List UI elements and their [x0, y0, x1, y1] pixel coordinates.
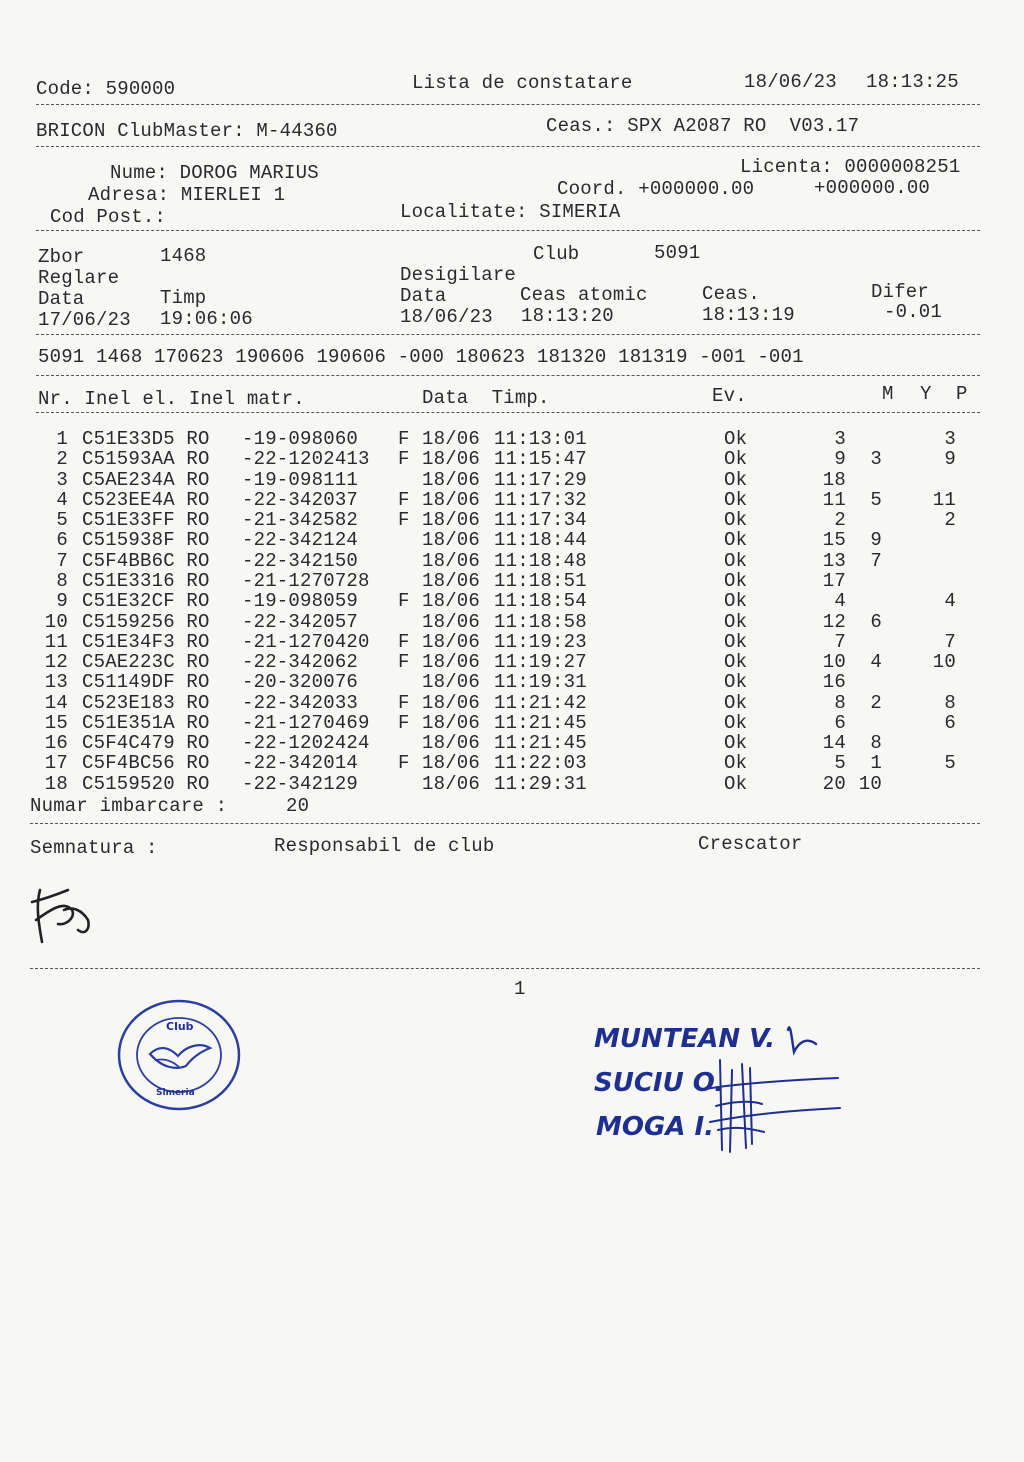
clubmaster-id: BRICON ClubMaster: M-44360	[36, 120, 338, 142]
stamp-city-text: Simeria	[156, 1088, 195, 1098]
stamp-club-text: Club	[166, 1020, 194, 1033]
electronic-ring: C5F4BB6C RO	[82, 549, 210, 572]
col-p: 4	[944, 590, 956, 613]
coordinates-second: +000000.00	[814, 177, 931, 199]
col-y: 10	[858, 772, 882, 795]
col-y: 5	[870, 488, 882, 511]
col-y: 3	[870, 448, 882, 471]
event-status: Ok	[724, 691, 748, 714]
electronic-ring: C51E33FF RO	[82, 509, 210, 532]
ring-number: -22-1202413	[242, 448, 370, 471]
col-p: 8	[944, 691, 956, 714]
arrival-time: 11:21:45	[494, 732, 587, 755]
ring-number: -22-342062	[242, 651, 359, 674]
electronic-ring: C5AE234A RO	[82, 468, 210, 491]
row-number: 4	[56, 488, 68, 511]
col-m: 2	[834, 509, 846, 532]
ring-number: -19-098059	[242, 590, 359, 613]
arrival-date: 18/06	[422, 772, 481, 795]
event-status: Ok	[724, 590, 748, 613]
arrival-time: 11:17:34	[494, 509, 587, 532]
table-row	[0, 630, 1024, 653]
table-row	[0, 549, 1024, 572]
row-number: 14	[44, 691, 68, 714]
arrival-date: 18/06	[422, 610, 481, 633]
flag: F	[398, 509, 410, 532]
col-m: 3	[834, 428, 846, 450]
clock-id: Ceas.: SPX A2087 RO V03.17	[546, 115, 860, 137]
arrival-date: 18/06	[422, 549, 481, 572]
arrival-date: 18/06	[422, 752, 481, 775]
committee-signatures	[690, 1010, 850, 1160]
flag: F	[398, 428, 410, 450]
row-number: 8	[56, 569, 68, 592]
col-header-rings: Nr. Inel el. Inel matr.	[38, 388, 305, 410]
event-status: Ok	[724, 630, 748, 653]
owner-address: Adresa: MIERLEI 1	[88, 184, 286, 206]
col-m: 6	[834, 711, 846, 734]
arrival-time: 11:22:03	[494, 752, 587, 775]
event-status: Ok	[724, 772, 748, 795]
row-number: 1	[56, 428, 68, 450]
document-title: Lista de constatare	[412, 72, 633, 94]
table-row	[0, 691, 1024, 714]
event-status: Ok	[724, 732, 748, 755]
col-p: 7	[944, 630, 956, 653]
divider	[36, 412, 980, 413]
event-status: Ok	[724, 569, 748, 592]
col-m: 5	[834, 752, 846, 775]
event-status: Ok	[724, 610, 748, 633]
electronic-ring: C51593AA RO	[82, 448, 210, 471]
event-status: Ok	[724, 651, 748, 674]
electronic-ring: C51E34F3 RO	[82, 630, 210, 653]
summary-line: 5091 1468 170623 190606 190606 -000 180623 181320 181319 -001 -001	[38, 346, 804, 368]
col-m: 11	[822, 488, 846, 511]
row-number: 11	[44, 630, 68, 653]
table-row	[0, 754, 1024, 774]
col-header-y: Y	[920, 383, 932, 405]
page-number: 1	[514, 978, 526, 1000]
clock-label: Ceas.	[702, 283, 761, 305]
difference-label: Difer	[871, 281, 930, 303]
col-m: 4	[834, 590, 846, 613]
ring-number: -22-342150	[242, 549, 359, 572]
arrival-time: 11:19:31	[494, 671, 587, 694]
divider	[36, 146, 980, 147]
col-p: 6	[944, 711, 956, 734]
flag: F	[398, 488, 410, 511]
coordinates: Coord. +000000.00	[557, 178, 755, 200]
flag: F	[398, 651, 410, 674]
col-p: 3	[944, 428, 956, 450]
row-number: 7	[56, 549, 68, 572]
col-y: 7	[870, 549, 882, 572]
desig-date: 18/06/23	[400, 306, 493, 328]
ring-number: -22-342129	[242, 772, 359, 795]
table-row	[0, 673, 1024, 693]
ring-number: -22-342033	[242, 691, 359, 714]
electronic-ring: C5F4C479 RO	[82, 732, 210, 755]
arrival-time: 11:18:44	[494, 529, 587, 552]
divider	[36, 334, 980, 335]
difference-value: -0.01	[884, 301, 943, 323]
ring-number: -22-342057	[242, 610, 359, 633]
col-m: 14	[822, 732, 846, 755]
reglare-time-label: Timp	[160, 287, 207, 309]
col-header-date-time: Data Timp.	[422, 387, 550, 409]
flag: F	[398, 691, 410, 714]
event-status: Ok	[724, 488, 748, 511]
arrival-date: 18/06	[422, 488, 481, 511]
arrival-date: 18/06	[422, 529, 481, 552]
col-y: 6	[870, 610, 882, 633]
table-row	[0, 711, 1024, 734]
col-m: 17	[822, 569, 846, 592]
col-m: 16	[822, 671, 846, 694]
col-header-event: Ev.	[712, 385, 747, 407]
reglare-date: 17/06/23	[38, 309, 131, 331]
locality: Localitate: SIMERIA	[400, 201, 621, 223]
table-row	[0, 531, 1024, 551]
boarding-count-value: 20	[286, 795, 310, 817]
col-m: 20	[822, 772, 846, 795]
electronic-ring: C523EE4A RO	[82, 488, 210, 511]
electronic-ring: C51E351A RO	[82, 711, 210, 734]
arrival-date: 18/06	[422, 428, 481, 450]
flight-number: 1468	[160, 245, 207, 267]
arrival-date: 18/06	[422, 509, 481, 532]
col-y: 1	[870, 752, 882, 775]
ring-number: -21-1270469	[242, 711, 370, 734]
ring-number: -20-320076	[242, 671, 359, 694]
row-number: 6	[56, 529, 68, 552]
flag: F	[398, 711, 410, 734]
col-m: 18	[822, 468, 846, 491]
col-y: 2	[870, 691, 882, 714]
arrival-date: 18/06	[422, 569, 481, 592]
breeder-label: Crescator	[698, 833, 803, 855]
arrival-time: 11:13:01	[494, 428, 587, 450]
divider	[36, 230, 980, 231]
ring-number: -19-098111	[242, 468, 359, 491]
arrival-time: 11:19:23	[494, 630, 587, 653]
row-number: 12	[44, 651, 68, 674]
arrival-time: 11:17:32	[494, 488, 587, 511]
table-row	[0, 569, 1024, 592]
row-number: 13	[44, 671, 68, 694]
arrival-time: 11:21:42	[494, 691, 587, 714]
event-status: Ok	[724, 752, 748, 775]
event-status: Ok	[724, 711, 748, 734]
table-row	[0, 734, 1024, 754]
row-number: 9	[56, 590, 68, 613]
electronic-ring: C523E183 RO	[82, 691, 210, 714]
table-row	[0, 653, 1024, 673]
header-date: 18/06/23	[744, 71, 837, 93]
col-y: 8	[870, 732, 882, 755]
ring-number: -22-1202424	[242, 732, 370, 755]
row-number: 2	[56, 448, 68, 471]
club-responsible-label: Responsabil de club	[274, 835, 495, 857]
arrival-date: 18/06	[422, 732, 481, 755]
table-row	[0, 468, 1024, 491]
electronic-ring: C5AE223C RO	[82, 651, 210, 674]
col-header-m: M	[882, 383, 894, 405]
col-p: 10	[932, 651, 956, 674]
table-row	[0, 488, 1024, 511]
atomic-clock-label: Ceas atomic	[520, 284, 648, 306]
arrival-date: 18/06	[422, 651, 481, 674]
ring-number: -21-1270420	[242, 630, 370, 653]
col-y: 9	[870, 529, 882, 552]
desig-atomic-time: 18:13:20	[521, 305, 614, 327]
flag: F	[398, 448, 410, 471]
arrival-date: 18/06	[422, 691, 481, 714]
ring-number: -21-1270728	[242, 569, 370, 592]
event-status: Ok	[724, 428, 748, 450]
col-p: 9	[944, 448, 956, 471]
event-status: Ok	[724, 671, 748, 694]
arrival-time: 11:18:51	[494, 569, 587, 592]
electronic-ring: C51E33D5 RO	[82, 428, 210, 450]
col-p: 11	[932, 488, 956, 511]
table-row	[0, 430, 1024, 450]
electronic-ring: C5F4BC56 RO	[82, 752, 210, 775]
row-number: 3	[56, 468, 68, 491]
club-label: Club	[533, 243, 580, 265]
row-number: 18	[44, 772, 68, 795]
flag: F	[398, 752, 410, 775]
desigilare-label: Desigilare	[400, 264, 517, 286]
table-row	[0, 592, 1024, 612]
ring-number: -22-342037	[242, 488, 359, 511]
arrival-time: 11:29:31	[494, 772, 587, 795]
col-p: 5	[944, 752, 956, 775]
electronic-ring: C5159520 RO	[82, 772, 210, 795]
electronic-ring: C51149DF RO	[82, 671, 210, 694]
arrival-time: 11:15:47	[494, 448, 587, 471]
signature-scribble	[28, 880, 108, 960]
electronic-ring: C5159256 RO	[82, 610, 210, 633]
row-number: 15	[44, 711, 68, 734]
event-status: Ok	[724, 549, 748, 572]
row-number: 16	[44, 732, 68, 755]
electronic-ring: C51E32CF RO	[82, 590, 210, 613]
event-status: Ok	[724, 468, 748, 491]
electronic-ring: C51E3316 RO	[82, 569, 210, 592]
arrival-date: 18/06	[422, 630, 481, 653]
reglare-time: 19:06:06	[160, 308, 253, 330]
owner-postal-code: Cod Post.:	[50, 206, 167, 228]
code-label: Code: 590000	[36, 78, 176, 100]
arrival-date: 18/06	[422, 468, 481, 491]
ring-number: -21-342582	[242, 509, 359, 532]
col-m: 7	[834, 630, 846, 653]
arrival-date: 18/06	[422, 448, 481, 471]
event-status: Ok	[724, 509, 748, 532]
ring-number: -22-342124	[242, 529, 359, 552]
event-status: Ok	[724, 529, 748, 552]
arrival-time: 11:18:48	[494, 549, 587, 572]
col-m: 13	[822, 549, 846, 572]
table-row	[0, 772, 1024, 795]
col-m: 8	[834, 691, 846, 714]
divider	[30, 823, 980, 824]
divider	[30, 968, 980, 969]
flag: F	[398, 590, 410, 613]
col-header-p: P	[956, 383, 968, 405]
event-status: Ok	[724, 448, 748, 471]
flag: F	[398, 630, 410, 653]
flight-label: Zbor	[38, 246, 85, 268]
desig-date-label: Data	[400, 285, 447, 307]
arrival-date: 18/06	[422, 671, 481, 694]
col-m: 9	[834, 448, 846, 471]
arrival-time: 11:21:45	[494, 711, 587, 734]
table-row	[0, 610, 1024, 633]
signature-label: Semnatura :	[30, 837, 158, 859]
handwritten-name-2: SUCIU O.	[594, 1068, 725, 1098]
arrival-date: 18/06	[422, 711, 481, 734]
owner-name: Nume: DOROG MARIUS	[110, 162, 319, 184]
table-row	[0, 450, 1024, 470]
boarding-count-label: Numar imbarcare :	[30, 795, 228, 817]
row-number: 17	[44, 752, 68, 775]
col-m: 15	[822, 529, 846, 552]
arrival-time: 11:18:54	[494, 590, 587, 613]
reglare-label: Reglare	[38, 267, 120, 289]
divider	[36, 375, 980, 376]
col-m: 10	[822, 651, 846, 674]
row-number: 10	[44, 610, 68, 633]
col-m: 12	[822, 610, 846, 633]
desig-clock-time: 18:13:19	[702, 304, 795, 326]
club-number: 5091	[654, 242, 701, 264]
license-number: Licenta: 0000008251	[740, 156, 961, 178]
arrival-time: 11:17:29	[494, 468, 587, 491]
handwritten-name-3: MOGA I.	[596, 1112, 715, 1142]
electronic-ring: C515938F RO	[82, 529, 210, 552]
arrival-time: 11:19:27	[494, 651, 587, 674]
table-row	[0, 511, 1024, 531]
arrival-date: 18/06	[422, 590, 481, 613]
divider	[36, 104, 980, 105]
col-y: 4	[870, 651, 882, 674]
row-number: 5	[56, 509, 68, 532]
handwritten-name-1: MUNTEAN V.	[594, 1024, 776, 1054]
ring-number: -19-098060	[242, 428, 359, 450]
col-p: 2	[944, 509, 956, 532]
ring-number: -22-342014	[242, 752, 359, 775]
arrival-time: 11:18:58	[494, 610, 587, 633]
reglare-date-label: Data	[38, 288, 85, 310]
header-time: 18:13:25	[866, 71, 959, 93]
